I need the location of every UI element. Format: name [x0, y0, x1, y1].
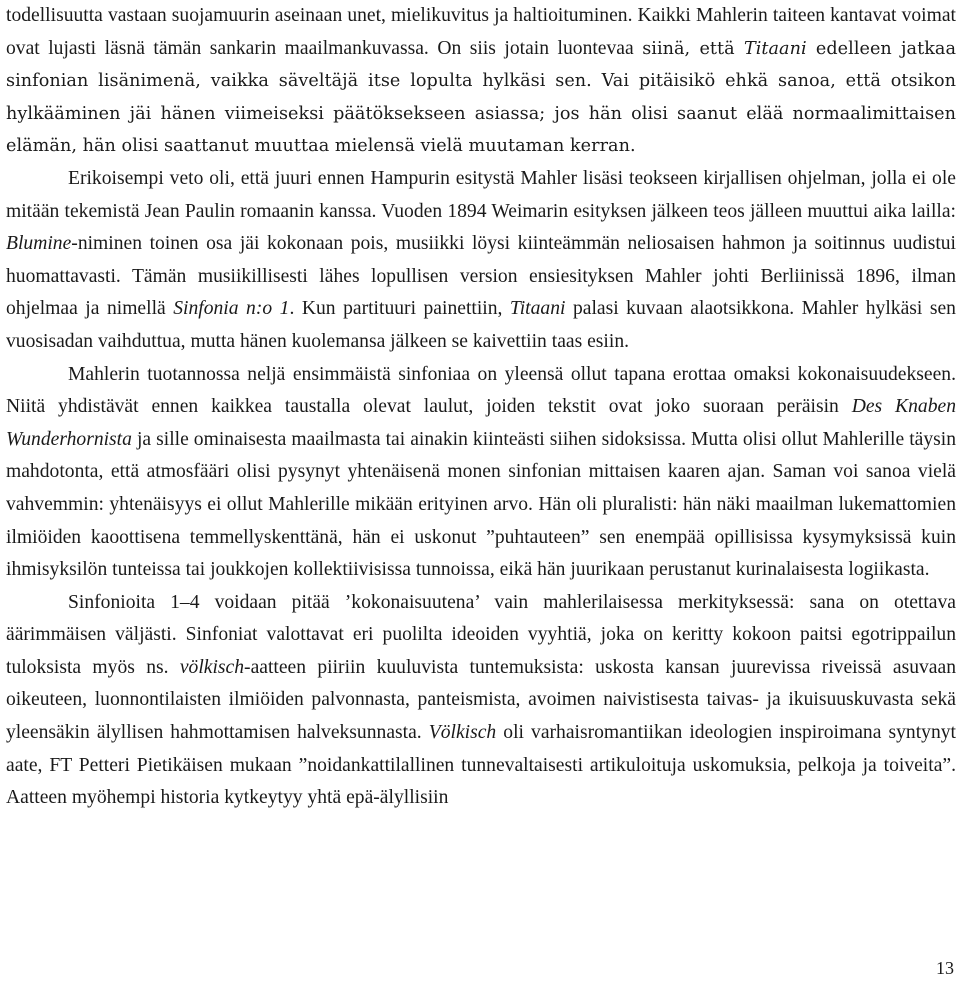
paragraph-2	[6, 163, 956, 359]
paragraph-1	[6, 0, 956, 163]
paragraph-2-italic-sinfonia: Sinfonia n:o 1	[173, 298, 290, 320]
page-number: 13	[936, 958, 954, 978]
paragraph-2-text-4: palasi kuvaan alaotsikkona. Mahler hylkäsi sen vuosisadan vaihduttua, mutta hänen kuolemansa jälkeen se kaivettiin taas esiin.	[6, 298, 956, 352]
paragraph-3	[6, 359, 956, 587]
paragraph-4-italic-volkisch-1: völkisch	[179, 656, 245, 678]
paragraph-2-italic-blumine: Blumine	[6, 233, 72, 255]
page-body	[6, 0, 956, 815]
paragraph-4	[6, 587, 956, 815]
paragraph-1-text-b2: edelleen jatkaa sinfonian lisänimenä, vaikka säveltäjä itse lopulta hylkäsi sen. Vai pitäisikö ehkä sanoa, että otsikon hylkääminen jäi hänen viimeiseksi päätöksekseen asiassa; jos hän olisi saanut elää normaalimittaisen elämän, hän olisi saattanut muuttaa mielensä vielä muutaman kerran.	[6, 38, 956, 157]
paragraph-4-italic-volkisch-2: Völkisch	[428, 722, 497, 744]
paragraph-2-text-3: . Kun partituuri painettiin,	[289, 298, 510, 320]
paragraph-1-text-b1: siinä, että	[642, 38, 744, 59]
paragraph-3-text-1: Mahlerin tuotannossa neljä ensimmäistä sinfoniaa on yleensä ollut tapana erottaa omaksi kokonaisuudekseen. Niitä yhdistävät ennen kaikkea taustalla olevat laulut, joiden tekstit ovat joko suoraan peräisin	[6, 363, 956, 418]
paragraph-2-italic-titaani: Titaani	[509, 298, 566, 320]
paragraph-3-italic-wunderhorn: Des Knaben Wunderhornista	[6, 396, 956, 450]
paragraph-4-text-3: oli varhaisromantiikan ideologien inspiroimana syntynyt aate, FT Petteri Pietikäisen mukaan ”noidankattilallinen tunnevaltaisesti artikuloituja uskomuksia, pelkoja ja toiveita”. Aatteen myöhempi historia kytkeytyy yhtä epä-älyllisiin	[6, 722, 956, 809]
paragraph-2-text-2: -niminen toinen osa jäi kokonaan pois, musiikki löysi kiinteämmän neliosaisen hahmon ja soitinnus uudistui huomattavasti. Tämän musiikillisesti lähes lopullisen version ensiesityksen Mahler johti Berliinissä 1896, ilman ohjelmaa ja nimellä	[6, 233, 956, 320]
paragraph-4-text-1: Sinfonioita 1–4 voidaan pitää ’kokonaisuutena’ vain mahlerilaisessa merkityksessä: sana on otettava äärimmäisen väljästi. Sinfoniat valottavat eri puolilta ideoiden vyyhtiä, joka on keritty kokoon paitsi egotrippailun tuloksista myös ns.	[6, 591, 956, 678]
paragraph-3-text-2: ja sille ominaisesta maailmasta tai ainakin kiinteästi siihen sidoksissa. Mutta olisi ollut Mahlerille täysin mahdotonta, että atmosfääri olisi pysynyt yhtenäisenä monen sinfonian mittaisen kaaren ajan. Saman voi sanoa vielä vahvemmin: yhtenäisyys ei ollut Mahlerille mikään erityinen arvo. Hän oli pluralisti: hän näki maailman lukemattomien ilmiöiden kaoottisena temmellyskenttänä, hän ei uskonut ”puhtauteen” sen enempää opillisissa kysymyksissä kuin ihmisyksilön tunteissa tai joukkojen kollektiivisissa tunnoissa, eikä hän juurikaan perustanut kurinalaisesta logiikasta.	[6, 428, 956, 581]
paragraph-2-text-1: Erikoisempi veto oli, että juuri ennen Hampurin esitystä Mahler lisäsi teokseen kirjallisen ohjelman, jolla ei ole mitään tekemistä Jean Paulin romaanin kanssa. Vuoden 1894 Weimarin esityksen jälkeen teos jälleen muuttui aika lailla:	[6, 167, 956, 222]
paragraph-1-text-a: todellisuutta vastaan suojamuurin aseinaan unet, mielikuvitus ja haltioituminen. Kaikki Mahlerin taiteen kantavat voimat ovat lujasti läsnä tämän sankarin maailmankuvassa. On siis jotain luontevaa	[6, 5, 956, 59]
paragraph-4-text-2: -aatteen piiriin kuuluvista tuntemuksista: uskosta kansan juurevissa riveissä asuvaan oikeuteen, luonnontilaisten ilmiöiden palvonnasta, panteismista, avoimen naivistisesta taivas- ja ikuisuuskuvasta sekä yleensäkin älyllisen hahmottamisen halveksunnasta.	[6, 656, 956, 744]
paragraph-1-italic-titaani: Titaani	[743, 38, 807, 59]
